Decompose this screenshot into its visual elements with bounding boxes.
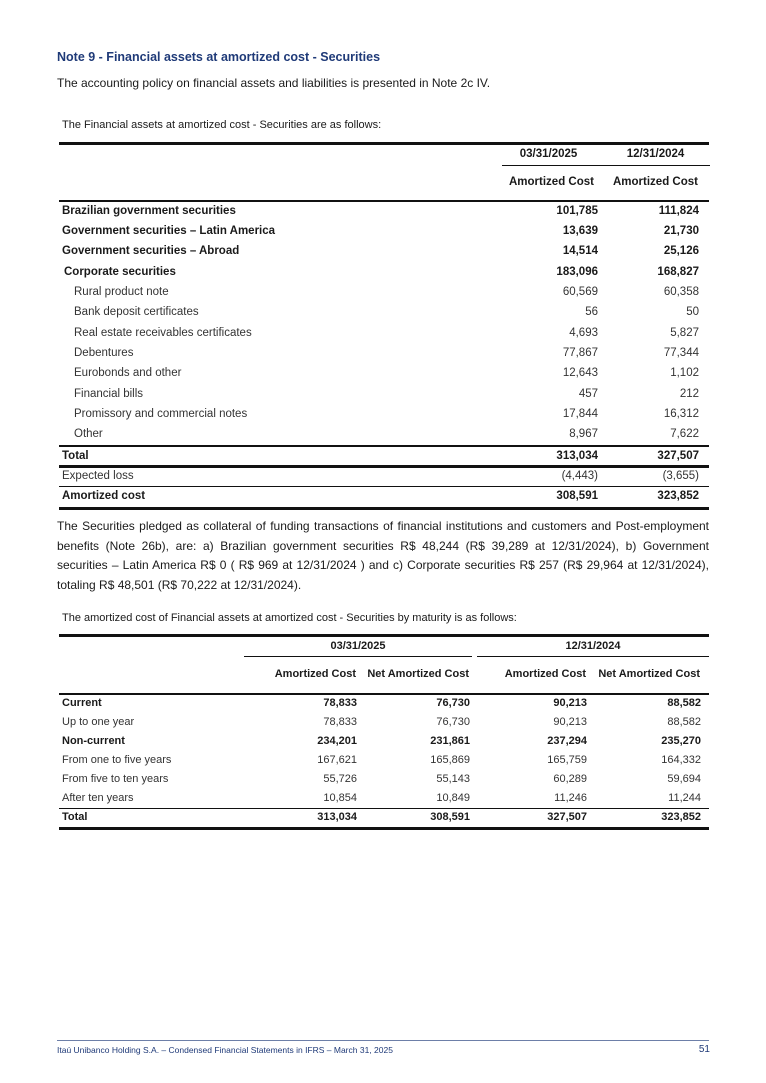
table-row: Rural product note 60,569 60,358 <box>74 286 699 298</box>
table1-intro: The Financial assets at amortized cost - Securities are as follows: <box>62 119 382 131</box>
table-row: From five to ten years 55,726 55,143 60,289 59,694 <box>62 773 701 785</box>
table2-col1-header: Amortized Cost <box>274 668 356 680</box>
table-row: Other 8,967 7,622 <box>74 428 699 440</box>
table-row: Brazilian government securities 101,785 111,824 <box>62 205 699 217</box>
table-row: Non-current 234,201 231,861 237,294 235,270 <box>62 735 701 747</box>
table-row: Real estate receivables certificates 4,693 5,827 <box>74 327 699 339</box>
table2-bottom-rule <box>59 827 709 830</box>
table-row-amortized-cost: Amortized cost 308,591 323,852 <box>62 490 699 502</box>
table2-intro: The amortized cost of Financial assets at amortized cost - Securities by maturity is as follows: <box>62 612 517 624</box>
table-row: From one to five years 167,621 165,869 165,759 164,332 <box>62 754 701 766</box>
note-title: Note 9 - Financial assets at amortized cost - Securities <box>57 50 381 64</box>
table-row: Promissory and commercial notes 17,844 16,312 <box>74 408 699 420</box>
table-row-total: Total 313,034 308,591 327,507 323,852 <box>62 811 701 823</box>
table1-col1-header: Amortized Cost <box>509 176 594 188</box>
table1-top-rule <box>59 142 709 145</box>
table1-date1-header: 03/31/2025 <box>519 148 578 160</box>
table-row: Debentures 77,867 77,344 <box>74 347 699 359</box>
table2-col4-header: Net Amortized Cost <box>598 668 700 680</box>
table1-col2-header: Amortized Cost <box>613 176 698 188</box>
pledged-paragraph: The Securities pledged as collateral of funding transactions of financial institutions and customers and Post-employment benefits (Note 26b), are: a) Brazilian government securities R$ 48,244 (R$ 39,289 at 12/31/2024), b) Government securities – Latin America R$ 0 ( R$ 969 at 12/31/2024 ) and c) Corporate securities R$ 257 (R$ 29,964 at 12/31/2024), totaling R$ 48,501 (R$ 70,222 at 12/31/2024). <box>57 519 709 592</box>
table1-bottom-rule <box>59 507 709 510</box>
table-row-expected-loss: Expected loss (4,443) (3,655) <box>62 470 699 482</box>
table2-date2-header: 12/31/2024 <box>565 640 621 652</box>
table-row: Government securities – Abroad 14,514 25,126 <box>62 245 699 257</box>
table2-col3-header: Amortized Cost <box>504 668 586 680</box>
table-row: Up to one year 78,833 76,730 90,213 88,582 <box>62 716 701 728</box>
table-row: Eurobonds and other 12,643 1,102 <box>74 367 699 379</box>
table1-date-rule <box>502 165 710 166</box>
table2-date2-rule <box>477 656 709 657</box>
footer-text: Itaú Unibanco Holding S.A. – Condensed Financial Statements in IFRS – March 31, 2025 <box>57 1045 393 1055</box>
table-row: Financial bills 457 212 <box>74 388 699 400</box>
table-row: Government securities – Latin America 13,639 21,730 <box>62 225 699 237</box>
table-row: Current 78,833 76,730 90,213 88,582 <box>62 697 701 709</box>
table-row-total: Total 313,034 327,507 <box>62 450 699 462</box>
table-row: Bank deposit certificates 56 50 <box>74 306 699 318</box>
table-row: After ten years 10,854 10,849 11,246 11,244 <box>62 792 701 804</box>
table2-date1-rule <box>244 656 472 657</box>
table2-top-rule <box>59 634 709 637</box>
table2-col2-header: Net Amortized Cost <box>367 668 469 680</box>
page-number: 51 <box>698 1044 710 1055</box>
table2-date1-header: 03/31/2025 <box>330 640 386 652</box>
footer-divider <box>57 1040 709 1041</box>
table-row: Corporate securities 183,096 168,827 <box>64 266 699 278</box>
policy-text: The accounting policy on financial assets and liabilities is presented in Note 2c IV. <box>57 76 491 90</box>
table1-date2-header: 12/31/2024 <box>626 148 685 160</box>
